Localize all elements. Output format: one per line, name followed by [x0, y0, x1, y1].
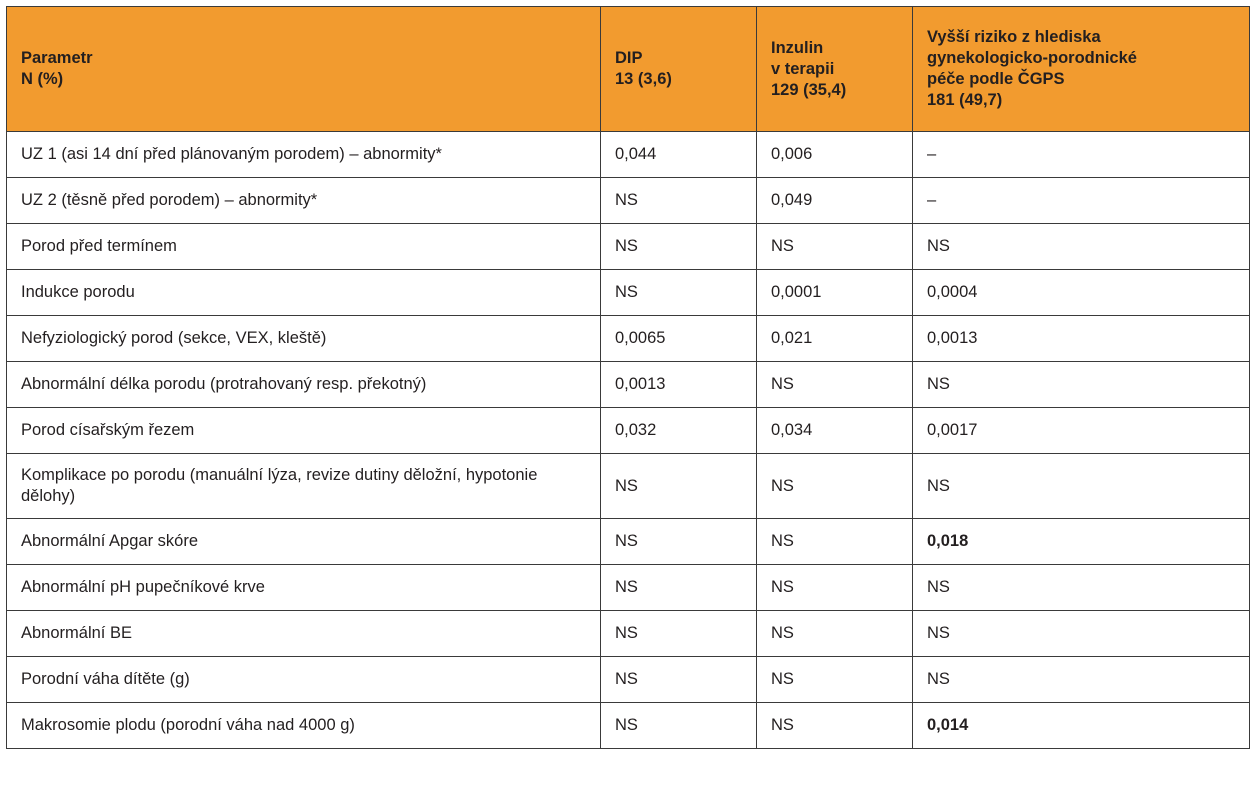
table-row — [7, 611, 1250, 657]
header-line: péče podle ČGPS — [927, 70, 1065, 88]
table-header — [7, 7, 1250, 132]
value-dip: 0,032 — [601, 408, 757, 454]
header-line: v terapii — [771, 59, 835, 78]
table-row — [7, 519, 1250, 565]
value-vyssi-riziko: 0,014 — [913, 703, 1250, 749]
header-line: DIP — [615, 49, 643, 67]
value-dip: NS — [601, 703, 757, 749]
value-vyssi-riziko: NS — [913, 611, 1250, 657]
header-line: Vyšší riziko z hlediska — [927, 28, 1101, 46]
value-inzulin: NS — [757, 454, 913, 519]
table-row — [7, 362, 1250, 408]
value-dip: 0,0065 — [601, 316, 757, 362]
header-line: Parametr — [21, 49, 93, 67]
value-vyssi-riziko: NS — [913, 454, 1250, 519]
header-row — [7, 7, 1250, 132]
row-label: Komplikace po porodu (manuální lýza, revize dutiny děložní, hypotonie dělohy) — [7, 454, 601, 519]
value-dip: NS — [601, 178, 757, 224]
value-dip: NS — [601, 657, 757, 703]
table-body — [7, 132, 1250, 749]
header-line: gynekologicko-porodnické — [927, 49, 1137, 67]
value-dip: 0,044 — [601, 132, 757, 178]
value-inzulin: NS — [757, 224, 913, 270]
row-label: Porodní váha dítěte (g) — [7, 657, 601, 703]
value-dip: NS — [601, 519, 757, 565]
value-dip: NS — [601, 454, 757, 519]
value-vyssi-riziko: 0,0017 — [913, 408, 1250, 454]
table-row — [7, 270, 1250, 316]
row-label: Abnormální délka porodu (protrahovaný resp. překotný) — [7, 362, 601, 408]
row-label: Abnormální pH pupečníkové krve — [7, 565, 601, 611]
value-inzulin: 0,0001 — [757, 270, 913, 316]
value-dip: 0,0013 — [601, 362, 757, 408]
value-dip: NS — [601, 565, 757, 611]
row-label: Porod před termínem — [7, 224, 601, 270]
header-vyssi-riziko — [913, 7, 1250, 132]
row-label: Porod císařským řezem — [7, 408, 601, 454]
table-row — [7, 316, 1250, 362]
value-vyssi-riziko: NS — [913, 565, 1250, 611]
value-vyssi-riziko: – — [913, 132, 1250, 178]
value-inzulin: NS — [757, 611, 913, 657]
row-label: Makrosomie plodu (porodní váha nad 4000 g) — [7, 703, 601, 749]
table-row — [7, 132, 1250, 178]
value-vyssi-riziko: NS — [913, 657, 1250, 703]
value-inzulin: 0,049 — [757, 178, 913, 224]
value-inzulin: NS — [757, 657, 913, 703]
value-dip: NS — [601, 224, 757, 270]
table-row — [7, 178, 1250, 224]
row-label: UZ 1 (asi 14 dní před plánovaným porodem) – abnormity* — [7, 132, 601, 178]
results-table — [6, 6, 1250, 749]
row-label: Indukce porodu — [7, 270, 601, 316]
value-inzulin: NS — [757, 519, 913, 565]
value-vyssi-riziko: NS — [913, 362, 1250, 408]
row-label: Abnormální Apgar skóre — [7, 519, 601, 565]
table-row — [7, 454, 1250, 519]
row-label: Abnormální BE — [7, 611, 601, 657]
value-inzulin: 0,034 — [757, 408, 913, 454]
table-row — [7, 224, 1250, 270]
header-inzulin — [757, 7, 913, 132]
table-row — [7, 657, 1250, 703]
results-table-container — [6, 6, 1249, 749]
table-row — [7, 408, 1250, 454]
value-vyssi-riziko: – — [913, 178, 1250, 224]
header-line: 129 (35,4) — [771, 80, 847, 99]
value-inzulin: NS — [757, 362, 913, 408]
value-vyssi-riziko: 0,018 — [913, 519, 1250, 565]
header-dip — [601, 7, 757, 132]
header-line: Inzulin — [771, 38, 824, 57]
value-vyssi-riziko: NS — [913, 224, 1250, 270]
table-row — [7, 703, 1250, 749]
value-vyssi-riziko: 0,0004 — [913, 270, 1250, 316]
value-inzulin: 0,006 — [757, 132, 913, 178]
value-vyssi-riziko: 0,0013 — [913, 316, 1250, 362]
row-label: Nefyziologický porod (sekce, VEX, kleště) — [7, 316, 601, 362]
header-line: N (%) — [21, 70, 64, 88]
row-label: UZ 2 (těsně před porodem) – abnormity* — [7, 178, 601, 224]
value-inzulin: NS — [757, 703, 913, 749]
header-line: 181 (49,7) — [927, 91, 1003, 109]
header-line: 13 (3,6) — [615, 70, 672, 88]
value-dip: NS — [601, 611, 757, 657]
value-inzulin: NS — [757, 565, 913, 611]
table-row — [7, 565, 1250, 611]
value-dip: NS — [601, 270, 757, 316]
header-parametr — [7, 7, 601, 132]
value-inzulin: 0,021 — [757, 316, 913, 362]
